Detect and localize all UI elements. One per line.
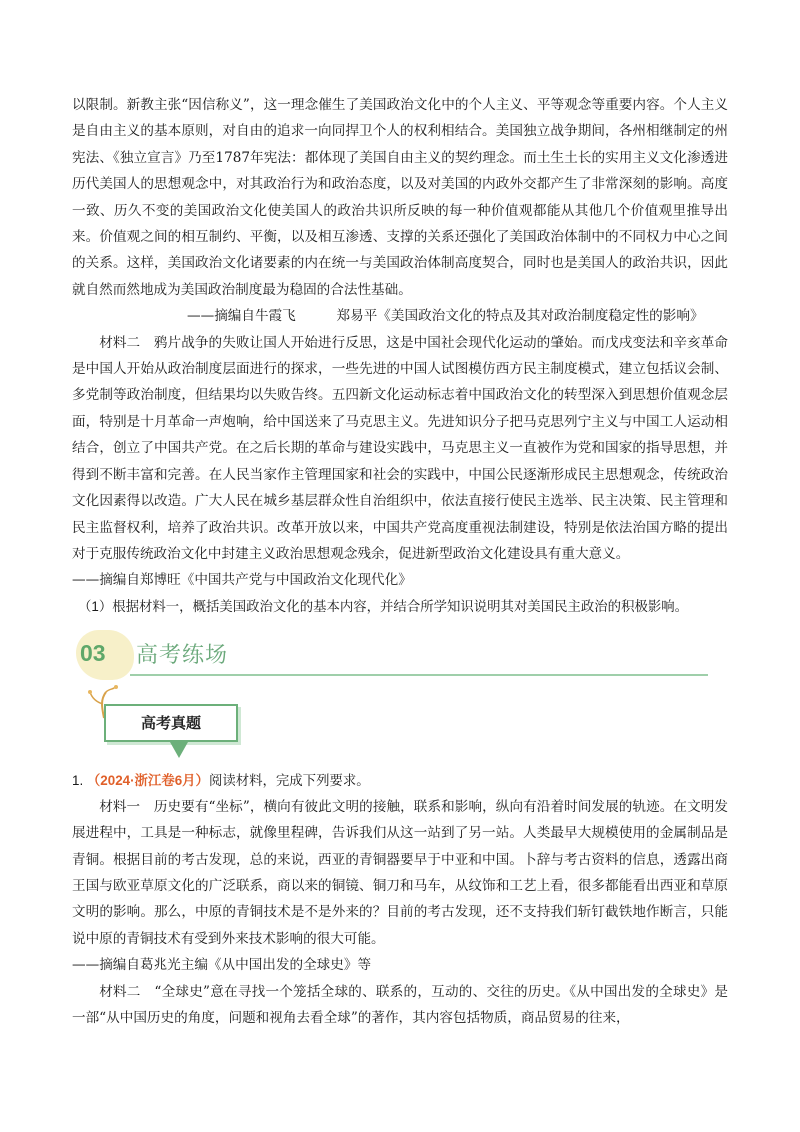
section-number: 03 (80, 639, 106, 666)
paragraph-material-2: 材料二 鸦片战争的失败让国人开始进行反思，这是中国社会现代化运动的肇始。而戊戌变法和辛亥革命是中国人开始从政治制度层面进行的探求，一些先进的中国人试图模仿西方民主制度模式，建立包括议会制、多党制等政治制度，但结果均以失败告终。五四新文化运动标志着中国政治文化的转型深入到思想价值观念层面，特别是十月革命一声炮响，给中国送来了马克思主义。先进知识分子把马克思列宁主义与中国工人运动相结合，创立了中国共产党。在之后长期的革命与建设实践中，马克思主义一直被作为党和国家的指导思想，并得到不断丰富和完善。在人民当家作主管理国家和社会的实践中，中国公民逐渐形成民主思想观念，传统政治文化因素得以改造。广大人民在城乡基层群众性自治组织中，依法直接行使民主选举、民主决策、民主管理和民主监督权利，培养了政治共识。改革开放以来，中国共产党高度重视法制建设，特别是依法治国方略的提出对于克服传统政治文化中封建主义政治思想观念残余，促进新型政治文化建设具有重大意义。 (72, 334, 728, 562)
question-heading (72, 768, 728, 794)
question-number: 1. (72, 772, 84, 788)
section-divider (130, 674, 708, 676)
exam-tag (90, 692, 728, 764)
question-1: （1）根据材料一，概括美国政治文化的基本内容，并结合所学知识说明其对美国民主政治的积极影响。 (78, 598, 689, 614)
section-header (72, 630, 728, 682)
question-source: （2024·浙江卷6月） (86, 772, 209, 788)
citation-3: ——摘编自葛兆光主编《从中国出发的全球史》等 (72, 957, 372, 974)
paragraph-material-1-end: 以限制。新教主张“因信称义”，这一理念催生了美国政治文化中的个人主义、平等观念等重要内容。个人主义是自由主义的基本原则，对自由的追求一向同捍卫个人的权利相结合。美国独立战争期间，各州相继制定的州宪法、《独立宣言》乃至1787年宪法：都体现了美国自由主义的契约理念。而土生土长的实用主义文化渗透进历代美国人的思想观念中，对其政治行为和政治态度，以及对美国的内政外交都产生了非常深刻的影响。高度一致、历久不变的美国政治文化使美国人的政治共识所反映的每一种价值观都能从其他几个价值观里推导出来。价值观之间的相互制约、平衡，以及相互渗透、支撑的关系还强化了美国政治体制中的不同权力中心之间的关系。这样，美国政治文化诸要素的内在统一与美国政治体制高度契合，同时也是美国人的政治共识，因此就自然而然地成为美国政治制度最为稳固的合法性基础。 (72, 97, 728, 298)
section-title: 高考练场 (136, 642, 229, 668)
citation-2: ——摘编自郑博旺《中国共产党与中国政治文化现代化》 (72, 572, 412, 589)
question-prompt: 阅读材料，完成下列要求。 (208, 772, 370, 788)
citation-1: ——摘编自牛霞飞 郑易平《美国政治文化的特点及其对政治制度稳定性的影响》 (187, 308, 704, 325)
tag-ribbon-icon (170, 742, 188, 760)
exam-tag-box (104, 704, 238, 742)
paragraph-material-4: 材料二 “全球史”意在寻找一个笼括全球的、联系的，互动的、交往的历史。《从中国出发的全球史》是一部“从中国历史的角度，问题和视角去看全球”的著作，其内容包括物质，商品贸易的往来， (72, 983, 728, 1026)
paragraph-material-3: 材料一 历史要有“坐标”，横向有彼此文明的接触，联系和影响，纵向有沿着时间发展的轨迹。在文明发展进程中，工具是一种标志，就像里程碑，告诉我们从这一站到了另一站。人类最早大规模使用的金属制品是青铜。根据目前的考古发现，总的来说，西亚的青铜器要早于中亚和中国。卜辞与考古资料的信息，透露出商王国与欧亚草原文化的广泛联系，商以来的铜镜、铜刀和马车，从纹饰和工艺上看，很多都能看出西亚和草原文明的影响。那么，中原的青铜技术是不是外来的？目前的考古发现，还不支持我们斩钉截铁地作断言，只能说中原的青铜技术有受到外来技术影响的很大可能。 (72, 798, 728, 947)
exam-tag-label: 高考真题 (140, 714, 201, 733)
document-page (72, 92, 728, 1031)
